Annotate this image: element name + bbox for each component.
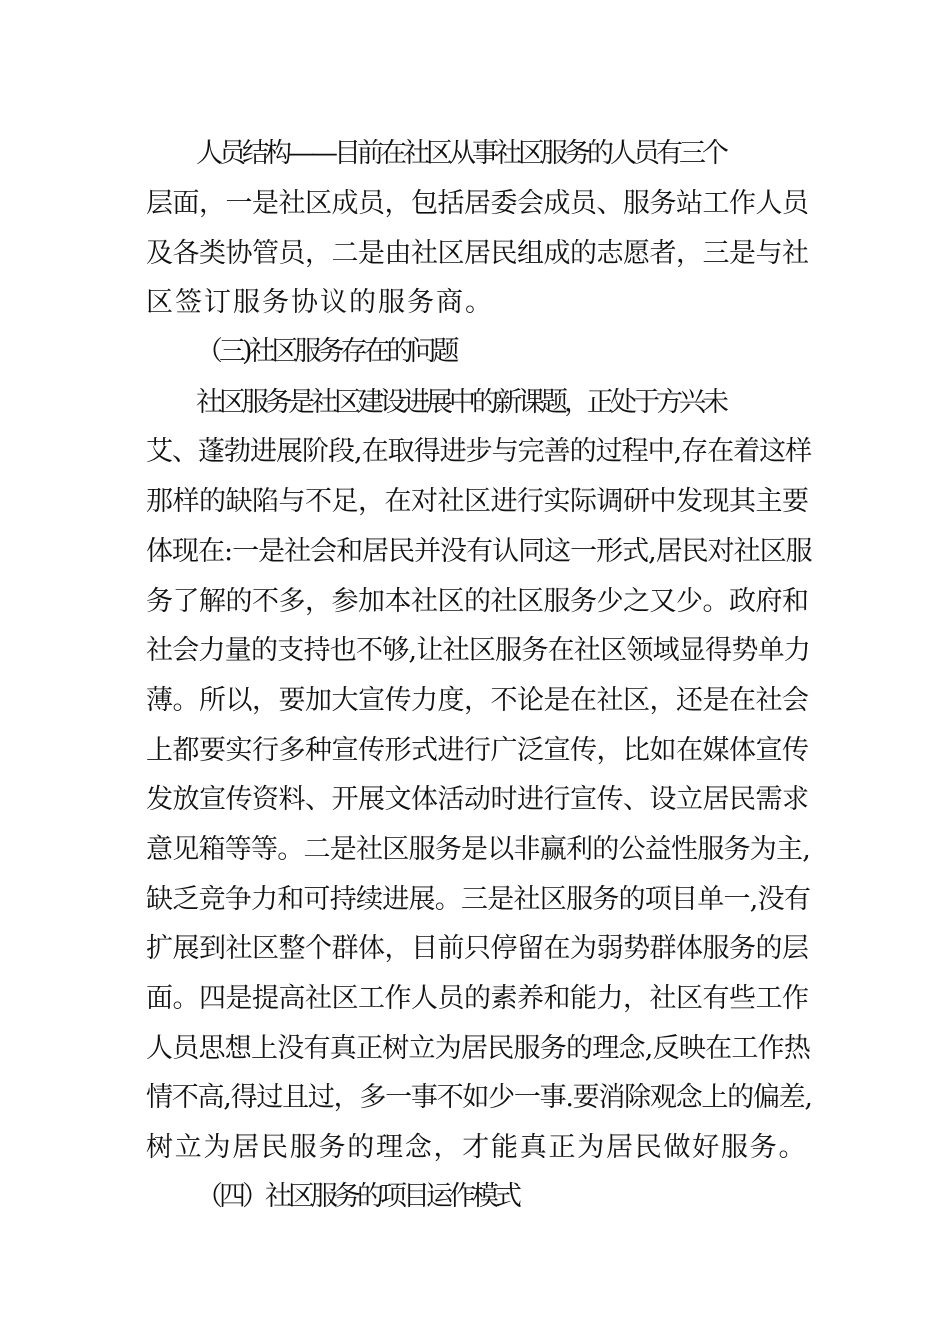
- paragraph1-line-4: 区签订服务协议的服务商。: [146, 287, 494, 318]
- paragraph2-line-15: 情不高,得过且过，多一事不如少一事.要消除观念上的偏差,: [146, 1082, 812, 1113]
- paragraph1-line-3: 及各类协管员，二是由社区居民组成的志愿者，三是与社: [146, 238, 809, 269]
- paragraph2-line-5: 务了解的不多，参加本社区的社区服务少之又少。政府和: [146, 586, 809, 617]
- paragraph2-line-8: 上都要实行多种宣传形式进行广泛宣传，比如在媒体宣传: [146, 735, 809, 766]
- paragraph2-line-6: 社会力量的支持也不够,让社区服务在社区领域显得势单力: [146, 635, 811, 666]
- paragraph2-line-2: 艾、蓬勃进展阶段,在取得进步与完善的过程中,存在着这样: [146, 436, 812, 467]
- paragraph1-line-1: 人员结构——目前在社区从事社区服务的人员有三个: [196, 138, 725, 169]
- paragraph2-line-7: 薄。所以，要加大宣传力度，不论是在社区，还是在社会: [146, 685, 809, 716]
- paragraph2-line-11: 缺乏竞争力和可持续进展。三是社区服务的项目单一,没有: [146, 884, 811, 915]
- paragraph2-line-10: 意见箱等等。二是社区服务是以非赢利的公益性服务为主,: [146, 834, 811, 865]
- paragraph2-line-4: 体现在:一是社会和居民并没有认同这一形式,居民对社区服: [146, 536, 812, 567]
- paragraph2-line-12: 扩展到社区整个群体，目前只停留在为弱势群体服务的层: [146, 933, 809, 964]
- paragraph2-line-16: 树立为居民服务的理念，才能真正为居民做好服务。: [146, 1132, 808, 1163]
- section-heading-4: （四）社区服务的项目运作模式: [196, 1181, 518, 1212]
- section-heading-3: （三)社区服务存在的问题: [196, 336, 456, 367]
- paragraph2-line-9: 发放宣传资料、开展文体活动时进行宣传、设立居民需求: [146, 784, 809, 815]
- paragraph2-line-13: 面。四是提高社区工作人员的素养和能力，社区有些工作: [146, 983, 809, 1014]
- paragraph2-line-14: 人员思想上没有真正树立为居民服务的理念,反映在工作热: [146, 1033, 811, 1064]
- paragraph2-line-1: 社区服务是社区建设进展中的新课题，正处于方兴未: [196, 387, 725, 418]
- paragraph2-line-3: 那样的缺陷与不足，在对社区进行实际调研中发现其主要: [146, 486, 809, 517]
- paragraph1-line-2: 层面，一是社区成员，包括居委会成员、服务站工作人员: [146, 188, 809, 219]
